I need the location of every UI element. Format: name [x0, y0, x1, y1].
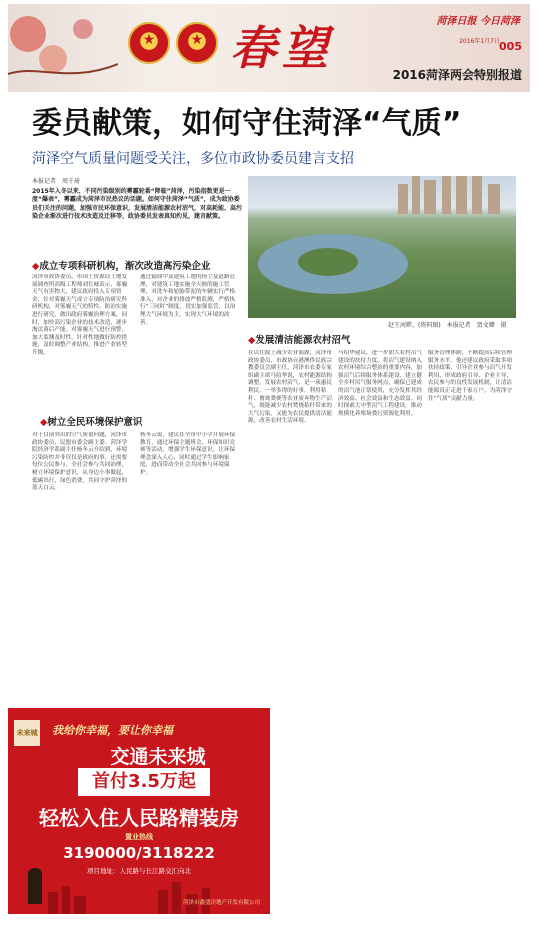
national-emblem-icon: ★ [128, 22, 170, 64]
section-title-1 [32, 258, 210, 272]
section-title-2 [40, 414, 142, 428]
section-2-col-1: 对于目前突出的空气质量问题，菏泽市政协委员、民盟市委会副主委、菏泽学院经济学系副主任杨冬云介绍到，环境污染防控并非仅仅是政府的事，还需要每位公民参与。全社会参与共同治理，树立环境保护意识，从身边小事做起，低碳出行，绿色消费，共同守护菏泽的蓝天白云。 [32, 432, 128, 492]
hotline-number: 3190000/3118222 [63, 844, 215, 862]
byline: 本报记者 周千琦 [32, 178, 81, 185]
cppcc-emblem-icon: ★ [176, 22, 218, 64]
section-title-3 [248, 332, 350, 346]
section-title-text: 成立专项科研机构，渐次改造高污染企业 [39, 261, 211, 272]
river-photo [248, 176, 516, 318]
ad-slogan: 我给你幸福，要让你幸福 [52, 724, 173, 737]
ad-developer: 菏泽市鑫盛房地产开发有限公司 [182, 900, 260, 906]
section-1-col-2: 通过输油中及建筑工地的扬尘及道路管理，对建筑工地实施全天候的施工管理，对洗车和轮胎带泥的车辆实行严格准入，对企业的排放严格监测，严格执行“三同时”制度，切实加强监管，以治理大气环境为主，实现大气环境的改善。 [140, 274, 236, 326]
ad-project-name: 交通未来城 [110, 746, 206, 768]
ad-logo: 未来城 [14, 720, 40, 746]
section-3-col-1: 在以往源上减少农业面源，菏泽市政协委员、市政协台港澳侨民族宗教委员会副主任，菏泽市农委专家组副主席马绍华说，农村能源结构调整，发展农村沼气，是一项惠民利民、一举多得的好事。利用秸秆、畜禽粪便等农业废弃物生产沼气，既能减少农村焚烧秸秆带来的大气污染，又能为农民提供清洁能源，改善农村生活环境。 [248, 350, 332, 425]
diamond-bullet-icon: ◆ [40, 417, 48, 428]
newspaper-page [8, 4, 530, 556]
real-estate-ad[interactable] [8, 708, 270, 914]
section-title-text: 树立全民环境保护意识 [47, 417, 143, 428]
section-3-col-2: 马绍华建议，进一步加大农村沼气建设的扶持力度，将沼气建设纳入农村环境综合整治的重要内容，加强沼气后续服务体系建设，建立健全乡村沼气服务网点，确保已建成的沼气池正常使用，充分发挥其经济效益、社会效益和生态效益。同时探索大中型沼气工程建设，推动规模化养殖场粪污资源化利用。 [338, 350, 422, 417]
diamond-bullet-icon: ◆ [32, 261, 40, 272]
page-number: 005 [499, 40, 522, 53]
edition-title: 2016菏泽两会特别报道 [392, 68, 522, 82]
person-silhouette [28, 868, 42, 904]
section-3-col-3: 服务管理体制，不断提高后续管理服务水平。他还建议政府采取多项扶持政策，引导企业参与沼气开发利用，形成政府引导、企业主导、农民参与的良性发展机制，让清洁能源真正走进千家万户，为菏泽守住“气质”贡献力量。 [428, 350, 512, 402]
section-2-col-2: 杨冬云说，建议在全市中小学开展环保教育，通过环保主题班会、环保知识竞赛等活动，增强学生环保意识，让环保理念深入人心，同时通过学生影响家庭，进而带动全社会共同参与环境保护。 [140, 432, 236, 476]
article-lead: 2015年入冬以来，不同污染级别的雾霾轮番“降临”菏泽，污染指数更是一度“爆表”，雾霾成为菏泽市民热议的话题。如何守住菏泽“气质”，成为政协委员们关注的问题，加强市民环保意识，发展清洁能源农村沼气，对高耗能、高污染企业渐次进行技术改造及迁移等，政协委员发表真知灼见，建言献策。 [32, 188, 243, 221]
article-subhead: 菏泽空气质量问题受关注，多位市政协委员建言支招 [32, 151, 354, 167]
section-title-text: 发展清洁能源农村沼气 [255, 335, 351, 346]
banner-title: 春望 [230, 21, 334, 75]
section-1-col-1: 菏泽市政协委员、市国土资源局土地发展调查所高级工程师刘长城表示，雾霾天气有害物大，建议政府投入专项资金，针对雾霾天气成立专项防治研究科研机构，对雾霾天气的特性、防治实施进行研究，做出政府雾霾治理方案，同时，加快高污染企业的技术改造，逐步淘汰落后产能。对雾霾天气进行预警，加大监测及时性，针对性地做好防控措施，及时调整产业结构，推进产业转型升级。 [32, 274, 128, 356]
ad-offer: 首付3.5万起 [78, 768, 210, 796]
flower-decoration [8, 4, 118, 92]
ad-tagline: 轻松入住人民路精装房 [39, 806, 239, 830]
photo-caption: 赵王河畔。(资料图) 本报记者 贾文卿 摄 [388, 322, 507, 329]
date-line: 2016年1月7日 [459, 38, 500, 45]
hotline-label: 置业热线 [125, 833, 153, 841]
project-address: 项目地址：人民路与长江路交汇向北 [87, 867, 191, 875]
masthead [8, 4, 530, 92]
skyline-illustration [8, 878, 270, 914]
article-headline: 委员献策，如何守住菏泽“气质” [32, 106, 462, 141]
diamond-bullet-icon: ◆ [248, 335, 256, 346]
paper-name: 菏泽日报 今日菏泽 [436, 16, 520, 27]
